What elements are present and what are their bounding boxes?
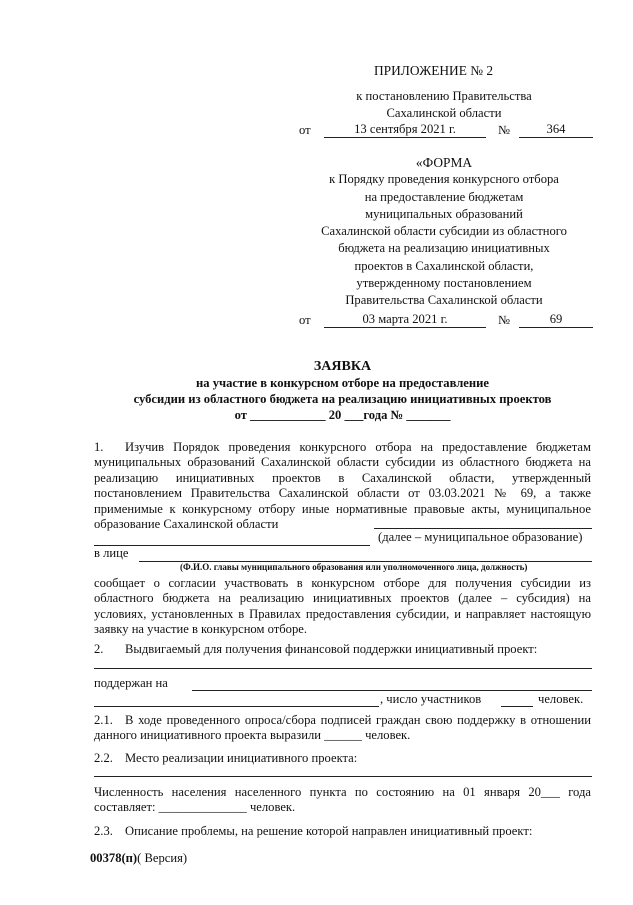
form-from-label: от xyxy=(299,312,311,327)
application-subtitle-2: субсидии из областного бюджета на реализацию инициативных проектов xyxy=(133,392,552,406)
document-code-number: 00378(п) xyxy=(90,851,138,865)
section-2-number: 2. xyxy=(94,642,104,656)
section-2-2-number: 2.2. xyxy=(94,751,113,765)
location-line xyxy=(94,776,592,777)
consent-paragraph: сообщает о согласии участвовать в конкурсном отборе для получения субсидии из областного бюджета на реализацию инициативных проектов (далее – субсидия) на условиях, установленных в Правилах предоставления субсидии, и направляет настоящую заявку на участие в конкурсном отборе. xyxy=(94,576,591,637)
appendix-title: ПРИЛОЖЕНИЕ № 2 xyxy=(374,63,494,78)
section-1-number: 1. xyxy=(94,440,104,454)
form-line-6: проектов в Сахалинской области, xyxy=(354,258,534,273)
municipality-name-line-2 xyxy=(94,545,370,546)
municipality-suffix: (далее – муниципальное образование) xyxy=(378,530,583,544)
section-1-text: Изучив Порядок проведения конкурсного отбора на предоставление бюджетам муниципальных образований Сахалинской области субсидии из областного бюджета на реализацию инициативных проектов в Сахалинской области, утвержденный постановлением Правительства Сахалинской области от 03.03.2021 № 69, а также применимые к конкурсному отбору иные нормативные правовые акты, муниципальное образование Сахалинской области xyxy=(94,440,591,532)
appendix-number-row xyxy=(299,122,595,138)
project-name-line xyxy=(94,668,592,669)
participants-label: , число участников xyxy=(380,692,482,706)
people-label: человек. xyxy=(538,692,584,706)
form-line-5: бюджета на реализацию инициативных xyxy=(338,241,550,256)
form-line-1: к Порядку проведения конкурсного отбора xyxy=(329,172,559,187)
section-2-1-number: 2.1. xyxy=(94,713,113,727)
application-title: ЗАЯВКА xyxy=(313,359,372,374)
supported-line xyxy=(192,690,592,691)
section-2-3-number: 2.3. xyxy=(94,824,113,838)
form-date: 03 марта 2021 г. xyxy=(324,312,486,328)
form-line-0: «ФОРМА xyxy=(415,155,473,170)
appendix-line-1: к постановлению Правительства xyxy=(356,89,532,103)
form-line-2: на предоставление бюджетам xyxy=(364,189,524,204)
section-2-1-paragraph xyxy=(94,713,591,744)
municipality-name-line xyxy=(374,528,592,529)
form-line-3: муниципальных образований xyxy=(365,206,523,221)
form-line-7: утвержденному постановлением xyxy=(356,276,532,291)
appendix-date: 13 сентября 2021 г. xyxy=(324,122,486,138)
section-2-3-paragraph xyxy=(94,824,591,839)
application-subtitle-1: на участие в конкурсном отборе на предоставление xyxy=(196,376,489,390)
participants-count-line xyxy=(501,706,533,707)
form-line-8: Правительства Сахалинской области xyxy=(345,293,543,308)
appendix-num-label: № xyxy=(498,122,511,137)
population-paragraph: Численность населения населенного пункта по состоянию на 01 января 20___ года составляет: ______________ человек. xyxy=(94,785,591,815)
document-code xyxy=(90,851,187,866)
section-2-2-text: Место реализации инициативного проекта: xyxy=(125,751,358,765)
document-version: ( Версия) xyxy=(137,851,188,865)
form-number-row xyxy=(299,312,595,328)
form-block xyxy=(296,155,592,311)
person-caption: (Ф.И.О. главы муниципального образования или уполномоченного лица, должность) xyxy=(180,562,528,572)
section-2-2-paragraph xyxy=(94,751,591,766)
section-2-1-text: В ходе проведенного опроса/сбора подписей граждан свою поддержку в отношении данного инициативного проекта выразили ______ человек. xyxy=(94,713,591,743)
form-line-4: Сахалинской области субсидии из областного xyxy=(321,224,567,239)
section-2-3-text: Описание проблемы, на решение которой направлен инициативный проект: xyxy=(125,824,533,838)
section-1-paragraph xyxy=(94,440,591,532)
form-num-label: № xyxy=(498,312,511,327)
appendix-number: 364 xyxy=(519,122,593,138)
supported-label: поддержан на xyxy=(94,676,168,690)
application-heading xyxy=(94,358,591,424)
application-date-line: от ____________ 20 ___года № _______ xyxy=(234,408,451,422)
section-2-paragraph xyxy=(94,642,591,657)
person-label: в лице xyxy=(94,546,129,560)
section-2-text: Выдвигаемый для получения финансовой поддержки инициативный проект: xyxy=(125,642,538,656)
appendix-from-label: от xyxy=(299,122,311,137)
form-number: 69 xyxy=(519,312,593,328)
supported-line-2 xyxy=(94,706,379,707)
appendix-line-2: Сахалинской области xyxy=(386,106,502,120)
